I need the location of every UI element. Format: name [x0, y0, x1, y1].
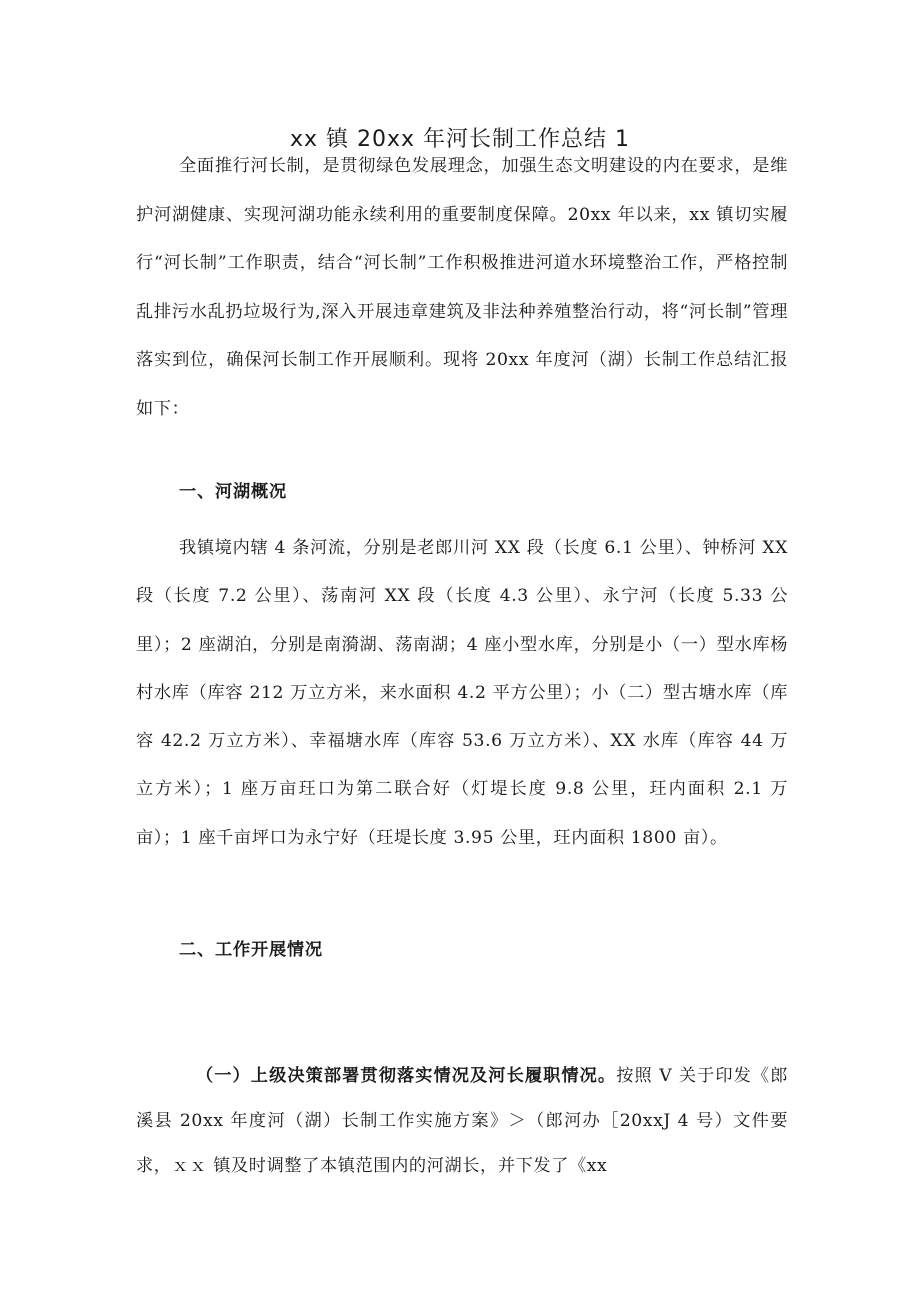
- section-heading-work-progress: 二、工作开展情况: [179, 940, 323, 960]
- subsection-lead: （一）上级决策部署贯彻落实情况及河长履职情况。: [196, 1066, 617, 1086]
- river-overview-paragraph: 我镇境内辖 4 条河流，分别是老郎川河 XX 段（长度 6.1 公里）、钟桥河 XX 段（长度 7.2 公里）、荡南河 XX 段（长度 4.3 公里）、永宁河（长度 5.33 公里）；2 座湖泊，分别是南漪湖、荡南湖；4 座小型水库，分别是小（一）型水库杨村水库（库容 212 万立方米，来水面积 4.2 平方公里）；小（二）型古塘水库（库容 42.2 万立方米）、幸福塘水库（库容 53.6 万立方米）、XX 水库（库容 44 万立方米）；1 座万亩玨口为第二联合好（灯堤长度 9.8 公里，玨内面积 2.1 万亩）；1 座千亩坪口为永宁好（玨堤长度 3.95 公里，玨内面积 1800 亩）。: [136, 538, 788, 848]
- section-heading-river-overview: 一、河湖概况: [179, 482, 287, 502]
- document-title: xx 镇 20xx 年河长制工作总结 1: [289, 127, 631, 152]
- subsection-paragraph: [136, 1054, 788, 1189]
- subsection-body: 按照 V 关于印发《郎溪县 20xx 年度河（湖）长制工作实施方案》＞（郎河办［20xxJ 4 号）文件要求，ｘｘ 镇及时调整了本镇范围内的河湖长，并下发了《xx: [136, 1066, 788, 1176]
- intro-paragraph: 全面推行河长制，是贯彻绿色发展理念，加强生态文明建设的内在要求，是维护河湖健康、实现河湖功能永续利用的重要制度保障。20xx 年以来，xx 镇切实履行“河长制”工作职责，结合“河长制”工作积极推进河道水环境整治工作，严格控制乱排污水乱扔垃圾行为,深入开展违章建筑及非法种养殖整治行动，将“河长制”管理落实到位，确保河长制工作开展顺利。现将 20xx 年度河（湖）长制工作总结汇报如下：: [136, 156, 788, 419]
